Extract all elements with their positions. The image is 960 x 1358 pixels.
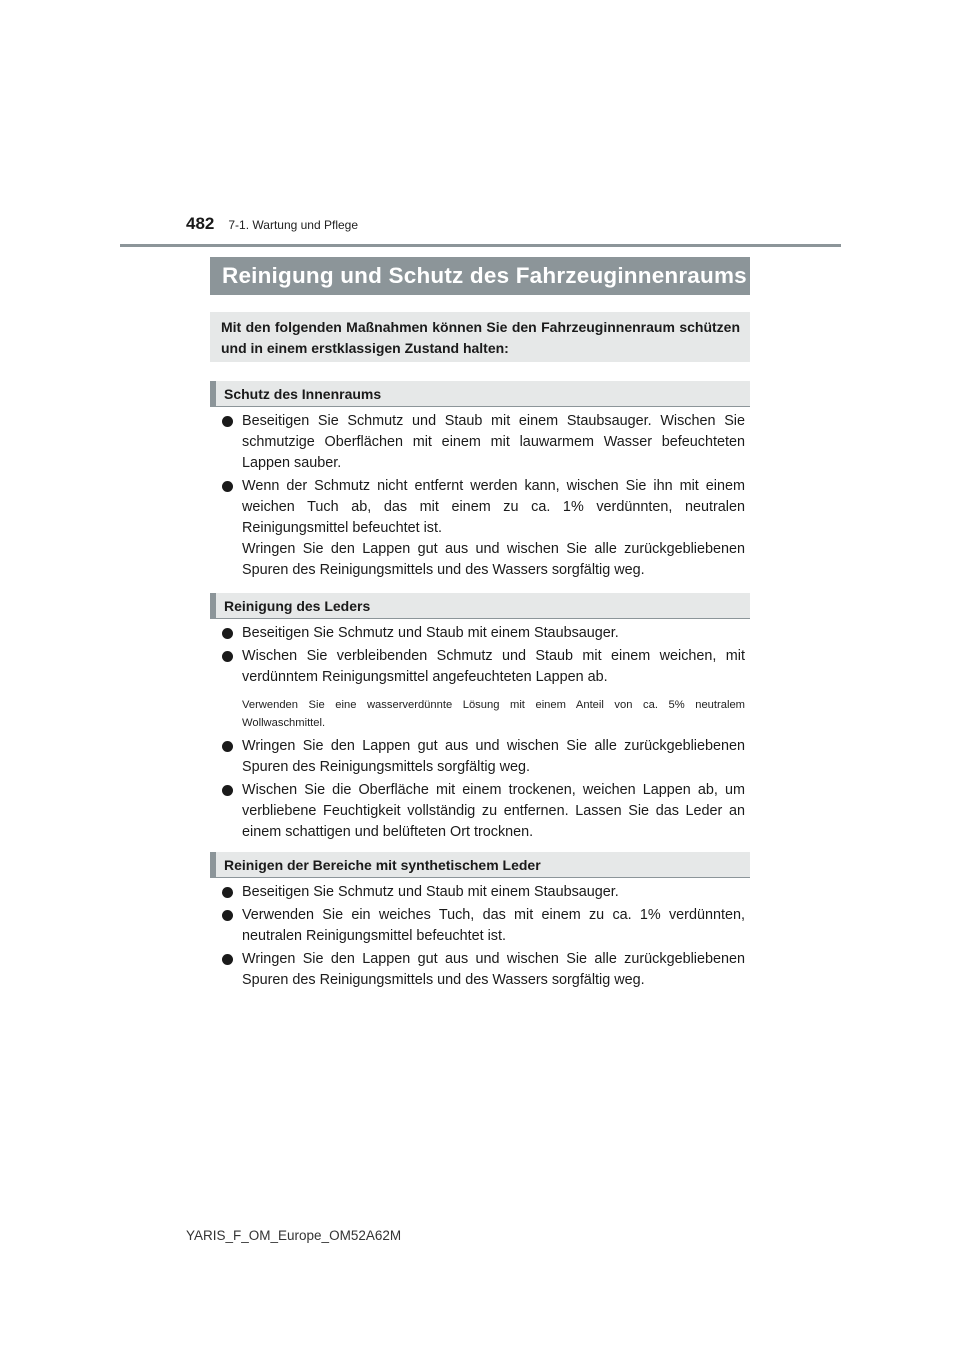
list-item — [222, 736, 745, 778]
list-item-text: Beseitigen Sie Schmutz und Staub mit einem Staubsauger. — [242, 625, 619, 641]
list-item — [222, 623, 745, 644]
subheading-schutz-innenraum — [210, 381, 750, 407]
list-item-text: Wischen Sie die Oberfläche mit einem trockenen, weichen Lappen ab, um verbliebene Feuchtigkeit vollständig zu entfernen. Lassen Sie das Leder an einem schattigen und belüfteten Ort trocknen. — [242, 782, 745, 840]
list-item — [222, 476, 745, 581]
list-item-text: Wringen Sie den Lappen gut aus und wischen Sie alle zurückgebliebenen Spuren des Reinigungsmittels sorgfältig weg. — [242, 738, 745, 775]
intro-box — [210, 312, 750, 362]
list-synthetisches-leder — [222, 882, 745, 991]
bullet-icon — [222, 910, 233, 921]
list-item-text-continued: Wringen Sie den Lappen gut aus und wischen Sie alle zurückgebliebenen Spuren des Reinigungsmittels und des Wassers sorgfältig weg. — [242, 541, 745, 578]
list-item — [222, 905, 745, 947]
list-item-text: Beseitigen Sie Schmutz und Staub mit einem Staubsauger. Wischen Sie schmutzige Oberflächen mit einem mit lauwarmem Wasser befeuchteten Lappen sauber. — [242, 413, 745, 471]
section-reference: 7-1. Wartung und Pflege — [228, 218, 359, 232]
subheading-label: Reinigung des Leders — [224, 597, 371, 614]
subheading-synthetisches-leder — [210, 852, 750, 878]
list-item — [222, 411, 745, 474]
header-divider — [120, 244, 841, 247]
list-item-text: Wischen Sie verbleibenden Schmutz und Staub mit einem weichen, mit verdünntem Reinigungsmittel angefeuchteten Lappen ab. — [242, 648, 745, 685]
bullet-icon — [222, 741, 233, 752]
list-item-text: Wenn der Schmutz nicht entfernt werden kann, wischen Sie ihn mit einem weichen Tuch ab, das mit einem zu ca. 1% verdünnten, neutralen Reinigungsmittel befeuchtet ist. — [242, 478, 745, 536]
bullet-icon — [222, 481, 233, 492]
bullet-icon — [222, 651, 233, 662]
bullet-icon — [222, 416, 233, 427]
list-schutz-innenraum — [222, 411, 745, 581]
list-item-text: Beseitigen Sie Schmutz und Staub mit einem Staubsauger. — [242, 884, 619, 900]
subheading-label: Reinigen der Bereiche mit synthetischem Leder — [224, 856, 541, 873]
subheading-label: Schutz des Innenraums — [224, 385, 382, 402]
bullet-icon — [222, 954, 233, 965]
list-item-text: Verwenden Sie ein weiches Tuch, das mit einem zu ca. 1% verdünnten, neutralen Reinigungsmittel befeuchtet ist. — [242, 907, 745, 944]
list-item — [222, 882, 745, 903]
list-item — [222, 646, 745, 688]
bullet-icon — [222, 785, 233, 796]
list-reinigung-leder — [222, 623, 745, 843]
subheading-reinigung-leder — [210, 593, 750, 619]
bullet-icon — [222, 887, 233, 898]
list-item-text: Wringen Sie den Lappen gut aus und wischen Sie alle zurückgebliebenen Spuren des Reinigungsmittels und des Wassers sorgfältig weg. — [242, 951, 745, 988]
intro-text: Mit den folgenden Maßnahmen können Sie den Fahrzeuginnenraum schützen und in einem erstklassigen Zustand halten: — [221, 319, 740, 356]
list-item — [222, 949, 745, 991]
title-bar — [210, 257, 750, 295]
note-text: Verwenden Sie eine wasserverdünnte Lösung mit einem Anteil von ca. 5% neutralem Wollwaschmittel. — [242, 699, 745, 729]
page-title: Reinigung und Schutz des Fahrzeuginnenraums — [222, 263, 747, 288]
page-header — [186, 214, 358, 234]
document-footer: YARIS_F_OM_Europe_OM52A62M — [186, 1228, 402, 1243]
bullet-icon — [222, 628, 233, 639]
page-number: 482 — [186, 214, 215, 233]
list-item — [222, 780, 745, 843]
